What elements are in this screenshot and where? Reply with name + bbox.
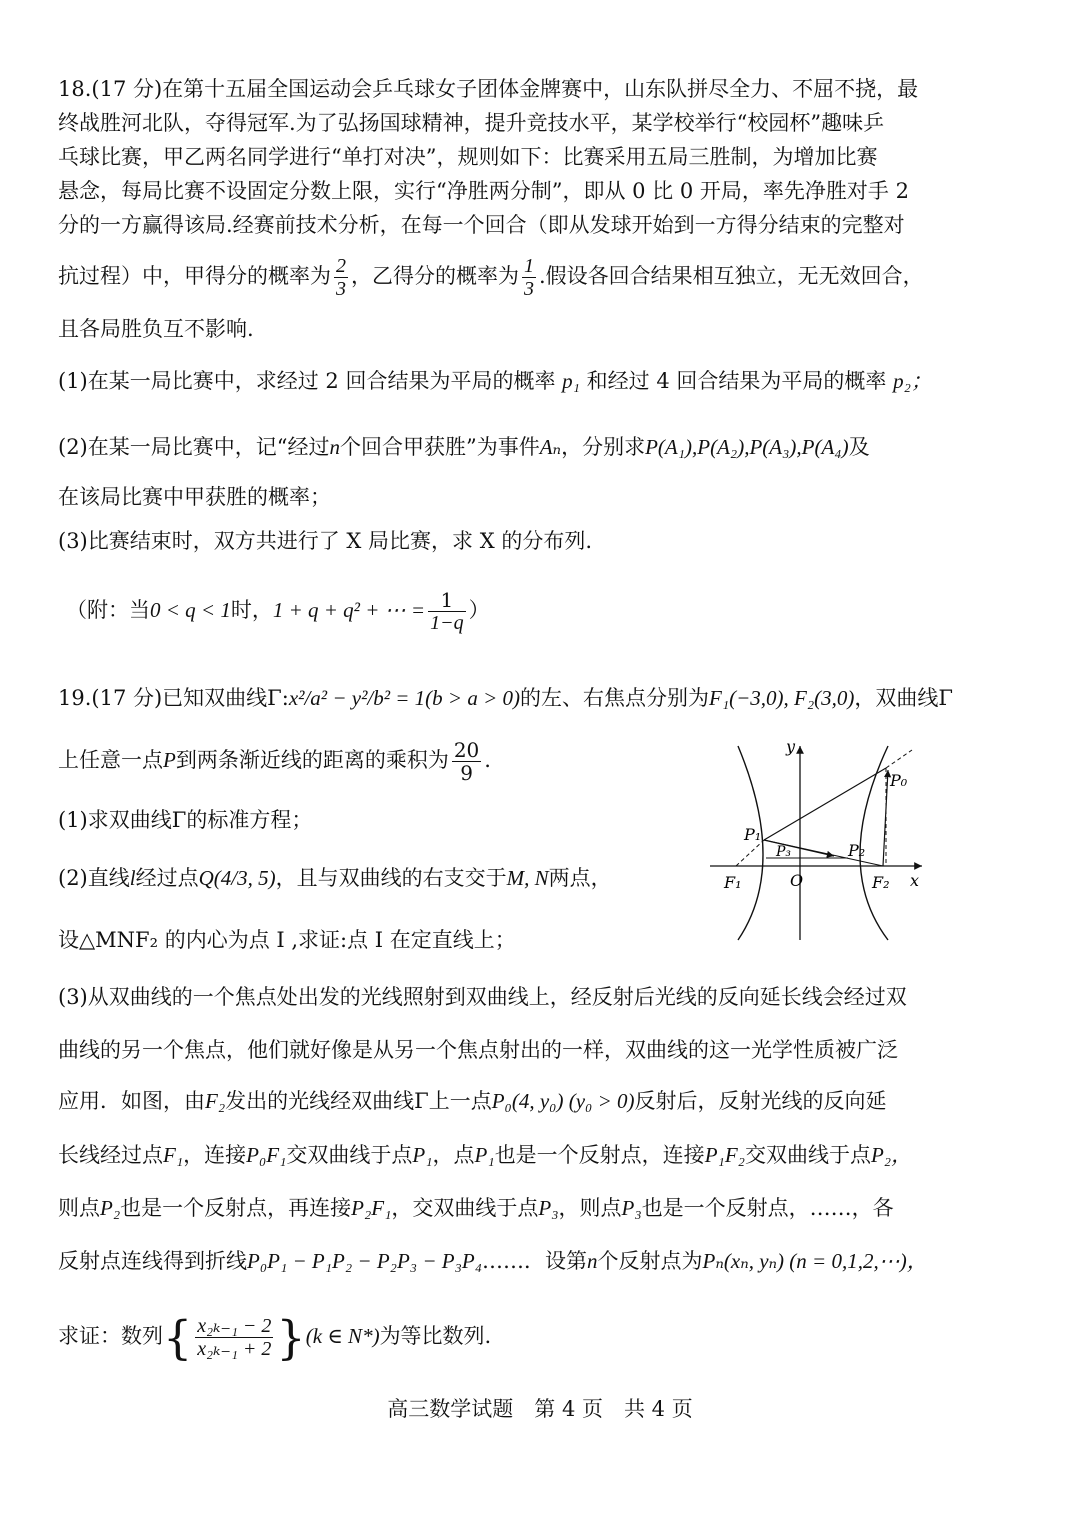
q19-text: (2)直线: [58, 866, 130, 890]
math-An: Aₙ: [539, 435, 562, 459]
q19-part3-line1: (3)从双曲线的一个焦点处出发的光线照射到双曲线上，经反射后光线的反向延长线会经过双: [58, 985, 907, 1009]
fraction-series: [428, 589, 466, 634]
q18-line7: 且各局胜负互不影响.: [58, 317, 254, 341]
math-P2b: P₂: [100, 1196, 121, 1220]
label-f1: F₁: [724, 873, 742, 892]
frac-den: x₂ₖ₋₁ + 2: [197, 1338, 272, 1360]
note-text: （附：当: [66, 598, 150, 622]
math-l: l: [129, 866, 136, 890]
q19-text: 应用．如图，由: [58, 1089, 205, 1113]
q18-line5: 分的一方赢得该局.经赛前技术分析，在每一个回合（即从发球开始到一方得分结束的完整对: [58, 213, 905, 237]
math-chain: P₀P₁ − P₁P₂ − P₂P₃ − P₃P₄: [247, 1249, 483, 1273]
frac-num: x₂ₖ₋₁ − 2: [197, 1315, 272, 1337]
q19-text2: 到两条渐近线的距离的乘积为: [175, 748, 449, 772]
hyperbola-figure: [700, 740, 940, 945]
q18-line3: 乓球比赛，甲乙两名同学进行“单打对决”，规则如下：比赛采用五局三胜制，为增加比赛: [58, 145, 878, 169]
q18-line6-c: .假设各回合结果相互独立，无无效回合，: [539, 264, 924, 288]
q19-text3: ，且与双曲线的右支交于: [275, 866, 507, 890]
q18-part1-text2: 和经过 4 回合结果为平局的概率: [586, 369, 887, 393]
ext-beyond-p0: [886, 750, 912, 768]
label-p0: P₀: [890, 771, 908, 790]
q19-text2: 经过点: [135, 866, 199, 890]
label-p1: P₁: [744, 825, 762, 844]
q19-text6: 交双曲线于点: [744, 1143, 871, 1167]
q19-text5: 也是一个反射点，……，各: [641, 1196, 894, 1220]
q19-text3: 反射后，反射光线的反向延: [634, 1089, 887, 1113]
math-P3b: P₃: [621, 1196, 642, 1220]
q18-line6: [58, 246, 924, 306]
note-close: ）: [468, 598, 490, 622]
note-text2: 时，: [230, 598, 273, 622]
label-origin: O: [790, 871, 804, 890]
period: .: [484, 748, 491, 772]
math-F2: F₂: [205, 1089, 226, 1113]
math-foci: F₁(−3,0), F₂(3,0): [709, 686, 855, 710]
math-P1: P₁: [412, 1143, 433, 1167]
frac-num: 20: [453, 738, 480, 762]
frac-den: 1−q: [430, 612, 464, 634]
q19-text: 则点: [58, 1196, 100, 1220]
q19-text: 19.(17 分)已知双曲线Γ:: [58, 686, 289, 710]
q19-part1: (1)求双曲线Γ的标准方程；: [58, 808, 313, 832]
label-p3: P₃: [776, 844, 792, 860]
fraction-one-third: [522, 255, 536, 300]
math-P1F2: P₁F₂: [704, 1143, 745, 1167]
left-brace: {: [163, 1310, 193, 1365]
q18-part2-text3: ，分别求: [561, 435, 646, 459]
q18-note: [66, 580, 490, 640]
math-P1b: P₁: [474, 1143, 495, 1167]
math-MN: M, N: [506, 866, 549, 890]
q18-part1: [58, 366, 932, 396]
q19-part3-line3: [58, 1086, 886, 1116]
q19-text4: ，则点: [558, 1196, 622, 1220]
q18-part2-text2: 个回合甲获胜”为事件: [339, 435, 540, 459]
math-p2: p₂；: [893, 369, 932, 393]
frac-num: 2: [336, 255, 346, 277]
q19-text4: ，点: [432, 1143, 475, 1167]
q19-text2: 的左、右焦点分别为: [520, 686, 709, 710]
q19-text: 上任意一点: [58, 748, 163, 772]
label-p2: P₂: [848, 841, 866, 860]
math-probs: P(A₁),P(A₂),P(A₃),P(A₄): [645, 435, 849, 459]
q19-text: 求证：数列: [58, 1324, 163, 1348]
q18-part2-text4: 及: [848, 435, 870, 459]
page-footer: 高三数学试题 第 4 页 共 4 页: [387, 1397, 693, 1421]
q19-line2: [58, 732, 491, 788]
fraction-sequence: [195, 1315, 273, 1360]
q18-line1: 18.(17 分)在第十五届全国运动会乒乓球女子团体金牌赛中，山东队拼尽全力、不屈不挠，最: [58, 77, 919, 101]
q18-part3: (3)比赛结束时，双方共进行了 X 局比赛，求 X 的分布列.: [58, 529, 593, 553]
q19-text2: 也是一个反射点，再连接: [120, 1196, 352, 1220]
q18-line6-b: ，乙得分的概率为: [351, 264, 519, 288]
math-kN: (k ∈ N*): [305, 1324, 380, 1348]
math-hyperbola: x²/a² − y²/b² = 1(b > a > 0): [288, 686, 520, 710]
math-P3: P₃: [538, 1196, 559, 1220]
q19-part2: [58, 858, 612, 898]
ray-p0-p1: [764, 768, 886, 840]
right-brace: }: [276, 1310, 306, 1365]
label-y: y: [786, 740, 796, 756]
q19-part3-line6: [58, 1246, 928, 1276]
fraction-two-thirds: [334, 255, 348, 300]
q19-text2: 为等比数列.: [379, 1324, 492, 1348]
q18-line2: 终战胜河北队，夺得冠军.为了弘扬国球精神，提升竞技水平，某学校举行“校园杯”趣味乒: [58, 111, 885, 135]
q19-part3-line4: [58, 1140, 912, 1170]
q18-part1-text: (1)在某一局比赛中，求经过 2 回合结果为平局的概率: [58, 369, 556, 393]
math-P: P: [163, 748, 176, 772]
q19-text2: 发出的光线经双曲线Γ上一点: [225, 1089, 492, 1113]
q18-part2: [58, 432, 870, 462]
label-x: x: [910, 871, 920, 890]
q19-part2-line2: 设△MNF₂ 的内心为点 I ,求证:点 I 在定直线上；: [58, 928, 516, 952]
q18-part2-text: (2)在某一局比赛中，记“经过: [58, 435, 330, 459]
math-Pn: Pₙ(xₙ, yₙ) (n = 0,1,2,⋯)，: [702, 1249, 928, 1273]
q18-line4: 悬念，每局比赛不设固定分数上限，实行“净胜两分制”，即从 0 比 0 开局，率先净胜对手 2: [58, 179, 909, 203]
fraction-20-9: [452, 739, 481, 784]
q19-line1: [58, 670, 953, 726]
q19-text2: ，连接: [183, 1143, 247, 1167]
math-series: 1 + q + q² + ⋯ =: [272, 598, 426, 622]
q19-text3: ，双曲线Γ: [854, 686, 953, 710]
q19-text4: 两点，: [548, 866, 612, 890]
q19-text: 反射点连线得到折线: [58, 1249, 247, 1273]
math-P0: P₀(4, y₀) (y₀ > 0): [491, 1089, 635, 1113]
q18-part2-line2: 在该局比赛中甲获胜的概率；: [58, 485, 331, 509]
math-cond: 0 < q < 1: [150, 598, 231, 622]
frac-num: 1: [428, 589, 466, 612]
math-Q: Q(4/3, 5): [198, 866, 276, 890]
math-n: n: [329, 435, 340, 459]
math-P2F1: P₂F₁: [351, 1196, 392, 1220]
q19-text2: ……．设第: [482, 1249, 588, 1273]
q18-line6-a: 抗过程）中，甲得分的概率为: [58, 264, 331, 288]
q19-text3: ，交双曲线于点: [391, 1196, 539, 1220]
q19-part3-line2: 曲线的另一个焦点，他们就好像是从另一个焦点射出的一样，双曲线的这一光学性质被广泛: [58, 1038, 898, 1062]
math-n2: n: [587, 1249, 598, 1273]
q19-part3-line7: [58, 1306, 491, 1366]
math-P2: P₂，: [870, 1143, 913, 1167]
frac-den: 3: [524, 278, 534, 300]
q19-text: 长线经过点: [58, 1143, 163, 1167]
label-f2: F₂: [872, 873, 890, 892]
math-P0F1: P₀F₁: [246, 1143, 287, 1167]
math-F1: F₁: [163, 1143, 184, 1167]
frac-den: 9: [460, 761, 473, 785]
frac-num: 1: [524, 255, 534, 277]
q19-text3: 交双曲线于点: [286, 1143, 413, 1167]
q19-part3-line5: [58, 1193, 894, 1223]
frac-den: 3: [336, 278, 346, 300]
q19-text3: 个反射点为: [597, 1249, 703, 1273]
q19-text5: 也是一个反射点，连接: [494, 1143, 705, 1167]
math-p1: p₁: [562, 369, 580, 393]
